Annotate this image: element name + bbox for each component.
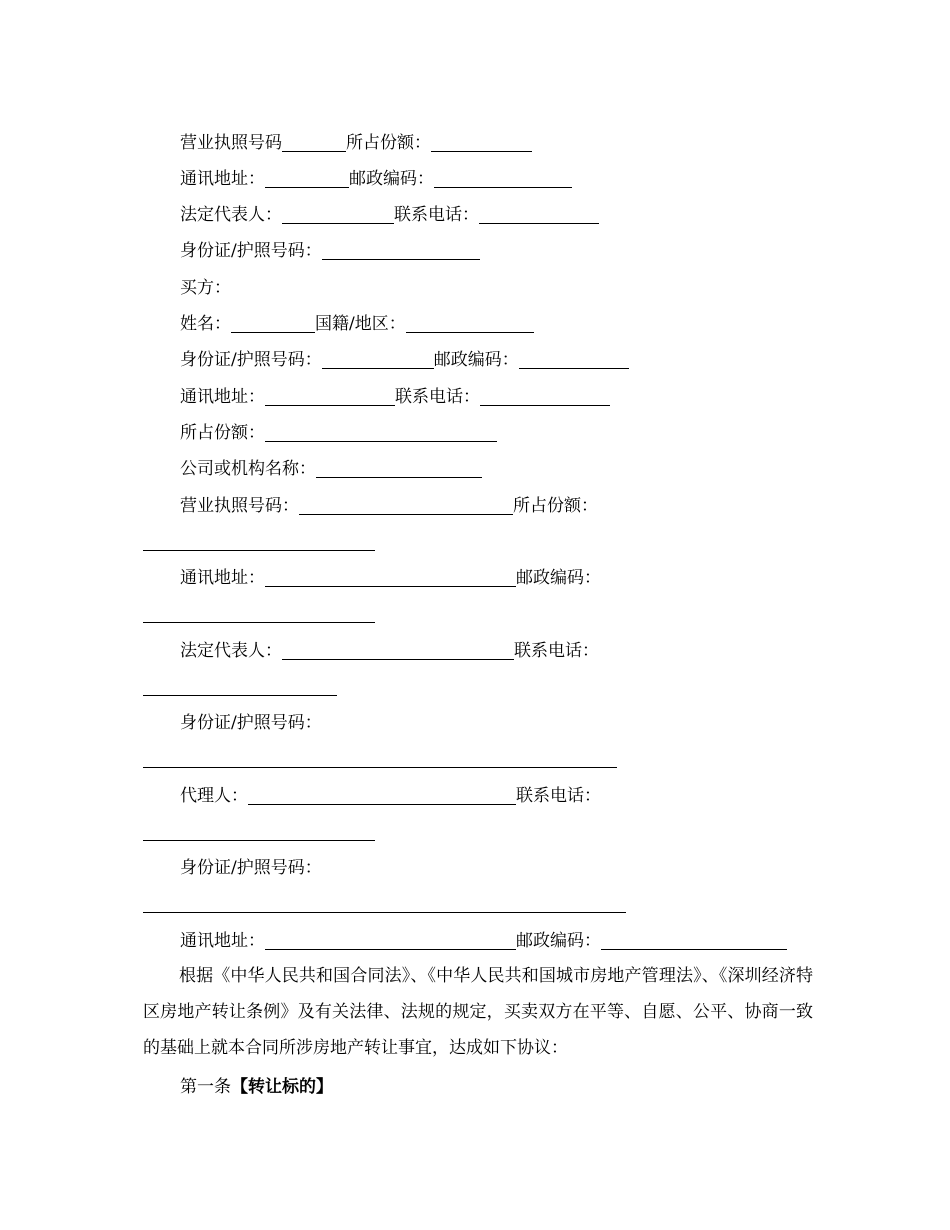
seller-id-row (180, 240, 480, 262)
seller-postcode-field[interactable] (434, 168, 572, 188)
buyer-agent-label: 代理人： (180, 786, 248, 806)
buyer-agent-row (180, 785, 601, 807)
buyer-company-address-label: 通讯地址： (180, 568, 265, 588)
seller-license-field[interactable] (282, 132, 346, 152)
buyer-agent-address-field[interactable] (265, 930, 516, 950)
buyer-company-field[interactable] (316, 458, 482, 478)
buyer-agent-id-line (143, 893, 626, 915)
article-1-number: 第一条 (180, 1077, 231, 1097)
buyer-company-address-row (180, 567, 601, 589)
buyer-phone-field[interactable] (480, 386, 610, 406)
preamble-paragraph: 根据《中华人民共和国合同法》、《中华人民共和国城市房地产管理法》、《深圳经济特区房地产转让条例》及有关法律、法规的规定，买卖双方在平等、自愿、公平、协商一致的基础上就本合同所涉房地产转让事宜，达成如下协议： (143, 966, 813, 1058)
buyer-license-field[interactable] (299, 495, 513, 515)
buyer-agent-address-label: 通讯地址： (180, 931, 265, 951)
seller-share-field[interactable] (431, 132, 532, 152)
buyer-agent-phone-field[interactable] (143, 821, 375, 841)
buyer-heading: 买方： (180, 278, 231, 298)
buyer-license-row (180, 495, 598, 517)
buyer-agent-field[interactable] (248, 785, 516, 805)
buyer-heading-row (180, 277, 231, 299)
buyer-id-field[interactable] (322, 349, 434, 369)
buyer-name-field[interactable] (231, 313, 315, 333)
buyer-company-row (180, 458, 482, 480)
buyer-share-row (180, 422, 497, 444)
seller-license-label: 营业执照号码 (180, 133, 282, 153)
seller-address-field[interactable] (265, 168, 349, 188)
seller-phone-field[interactable] (479, 204, 599, 224)
buyer-legal-rep-id-label: 身份证/护照号码： (180, 713, 322, 733)
seller-legal-rep-label: 法定代表人： (180, 205, 282, 225)
buyer-name-row (180, 313, 534, 335)
buyer-company-postcode-label: 邮政编码： (516, 568, 601, 588)
buyer-name-label: 姓名： (180, 314, 231, 334)
buyer-agent-postcode-label: 邮政编码： (516, 931, 601, 951)
buyer-id-row (180, 349, 629, 371)
buyer-license-share-label: 所占份额： (513, 496, 598, 516)
seller-legal-rep-field[interactable] (282, 204, 394, 224)
buyer-nationality-label: 国籍/地区： (315, 314, 406, 334)
seller-share-label: 所占份额： (346, 133, 431, 153)
buyer-agent-postcode-field[interactable] (601, 930, 787, 950)
seller-id-field[interactable] (322, 240, 480, 260)
seller-license-row (180, 132, 532, 154)
buyer-legal-rep-phone-line (143, 676, 337, 698)
buyer-license-label: 营业执照号码： (180, 496, 299, 516)
buyer-address-field[interactable] (265, 386, 395, 406)
buyer-legal-rep-row (180, 640, 599, 662)
buyer-legal-rep-phone-field[interactable] (143, 676, 337, 696)
buyer-share-field[interactable] (265, 422, 497, 442)
buyer-agent-phone-line (143, 821, 375, 843)
article-1-heading (180, 1076, 333, 1098)
buyer-nationality-field[interactable] (406, 313, 534, 333)
seller-address-row (180, 168, 572, 190)
seller-address-label: 通讯地址： (180, 169, 265, 189)
buyer-legal-rep-label: 法定代表人： (180, 641, 282, 661)
buyer-legal-rep-id-field[interactable] (143, 748, 617, 768)
buyer-company-postcode-line (143, 603, 375, 625)
buyer-legal-rep-field[interactable] (282, 640, 514, 660)
buyer-legal-rep-id-row (180, 712, 322, 734)
seller-legal-rep-row (180, 204, 599, 226)
buyer-agent-id-field[interactable] (143, 893, 626, 913)
buyer-legal-rep-phone-label: 联系电话： (514, 641, 599, 661)
buyer-phone-label: 联系电话： (395, 387, 480, 407)
buyer-agent-address-row (180, 930, 787, 952)
buyer-agent-id-label: 身份证/护照号码： (180, 858, 322, 878)
seller-id-label: 身份证/护照号码： (180, 241, 322, 261)
seller-phone-label: 联系电话： (394, 205, 479, 225)
buyer-postcode-label: 邮政编码： (433, 350, 519, 370)
buyer-address-label: 通讯地址： (180, 387, 265, 407)
buyer-company-postcode-field[interactable] (143, 603, 375, 623)
buyer-id-label: 身份证/护照号码： (180, 350, 322, 370)
buyer-postcode-field[interactable] (519, 349, 629, 369)
buyer-share-label: 所占份额： (180, 423, 265, 443)
buyer-address-row (180, 386, 610, 408)
buyer-legal-rep-id-line (143, 748, 617, 770)
buyer-company-label: 公司或机构名称： (180, 459, 316, 479)
buyer-company-address-field[interactable] (265, 567, 516, 587)
seller-postcode-label: 邮政编码： (349, 169, 434, 189)
buyer-license-share-line (143, 531, 375, 553)
buyer-agent-id-row (180, 857, 322, 879)
article-1-title: 【转让标的】 (231, 1077, 333, 1097)
buyer-license-share-field[interactable] (143, 531, 375, 551)
buyer-agent-phone-label: 联系电话： (516, 786, 601, 806)
